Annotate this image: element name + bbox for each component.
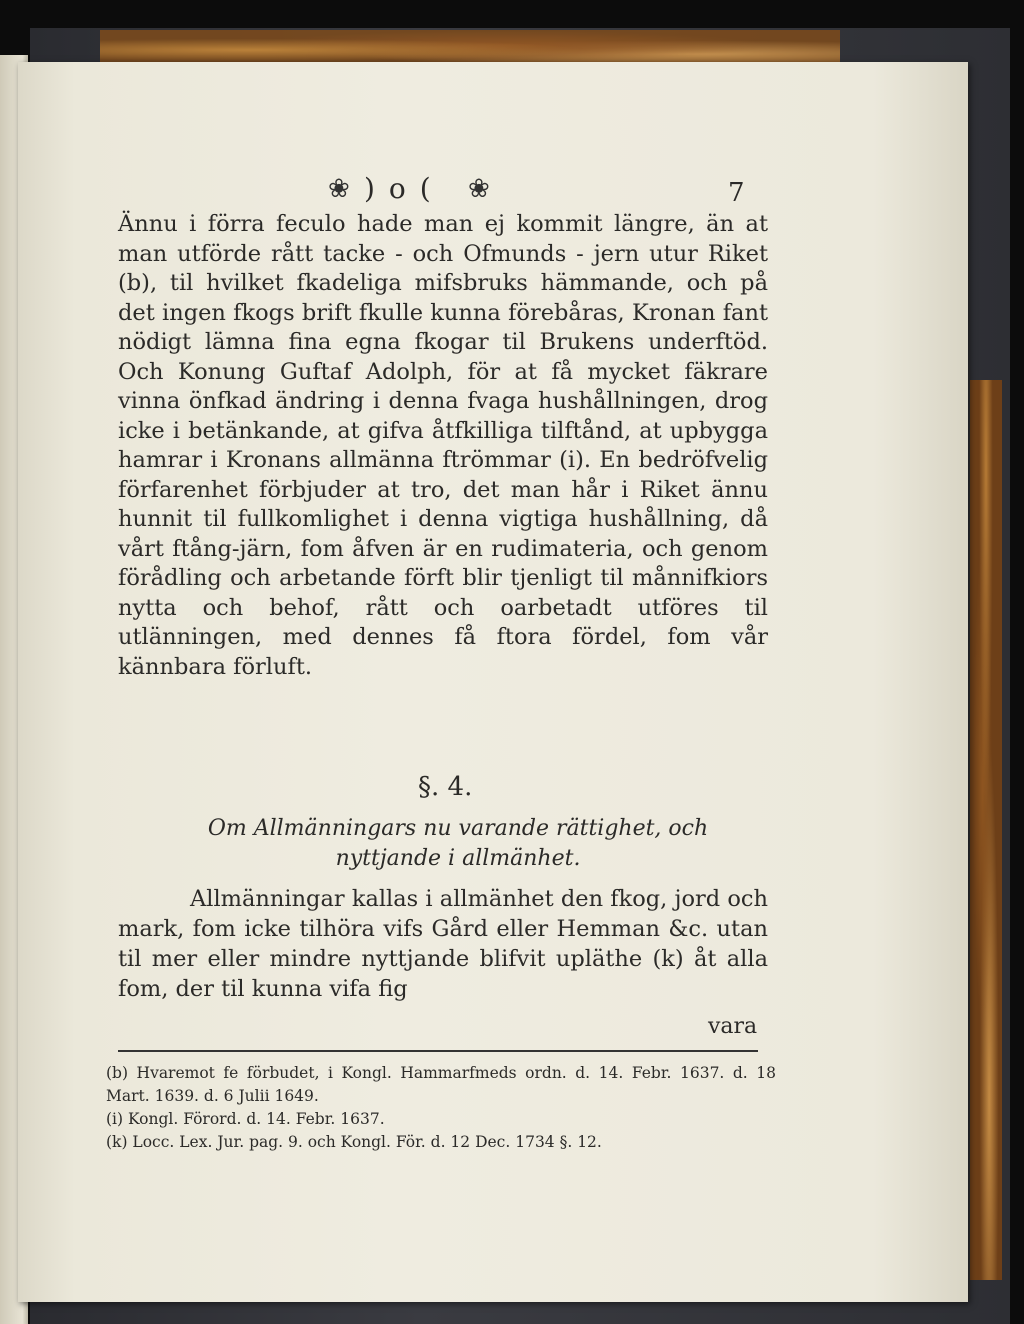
page-number: 7	[728, 178, 745, 208]
header-mark: )o(	[364, 172, 445, 205]
flower-ornament-icon: ❀	[328, 174, 350, 204]
catchword: vara	[708, 1014, 758, 1039]
paragraph-text: Ännu i förra feculo hade man ej kommit längre, än at man utförde rått tacke - och Ofmunds - jern utur Riket (b), til hvilket fkadeliga mifsbruks hämmande, och på det ingen fkogs brift fkulle kunna förebåras, Kronan fant nödigt lämna fina egna fkogar til Brukens underftöd. Och Konung Guftaf Adolph, för at få mycket fäkrare vinna önfkad ändring i denna fvaga hushållningen, drog icke i betänkande, at gifva åtfkilliga tilftånd, at upbygga hamrar i Kronans allmänna ftrömmar (i). En bedröfvelig förfarenhet förbjuder at tro, det man hår i Riket ännu hunnit til fullkomlighet i denna vigtiga hushållning, då vårt ftång-järn, fom åfven är en rudimateria, och genom förådling och arbetande förft blir tjenligt til månnifkiors nytta och behof, rått och oarbetadt utföres til utlänningen, med dennes få ftora fördel, fom vår kännbara förluft.	[118, 211, 768, 680]
footnotes	[106, 1062, 776, 1154]
footnote-k: (k) Locc. Lex. Jur. pag. 9. och Kongl. För. d. 12 Dec. 1734 §. 12.	[106, 1133, 602, 1151]
section-paragraph: Allmänningar kallas i allmänhet den fkog, jord och mark, fom icke tilhöra vifs Gård eller Hemman &c. utan til mer eller mindre nyttjande blifvit upläthe (k) åt alla fom, der til kunna vifa fig	[118, 886, 768, 1002]
section-number: §. 4.	[418, 772, 473, 802]
section-title: Om Allmänningars nu varande rättighet, och nyttjande i allmänhet.	[207, 816, 709, 871]
footnote-i: (i) Kongl. Förord. d. 14. Febr. 1637.	[106, 1110, 385, 1128]
footnote-rule	[118, 1050, 758, 1052]
flower-ornament-icon: ❀	[468, 174, 490, 204]
book-page	[18, 62, 968, 1302]
marbled-edge-right	[970, 380, 1002, 1280]
footnote-b: (b) Hvaremot fe förbudet, i Kongl. Hammarfmeds ordn. d. 14. Febr. 1637. d. 18 Mart. 1639. d. 6 Julii 1649.	[106, 1064, 776, 1105]
body-paragraph	[118, 210, 768, 682]
page-header	[328, 174, 758, 214]
